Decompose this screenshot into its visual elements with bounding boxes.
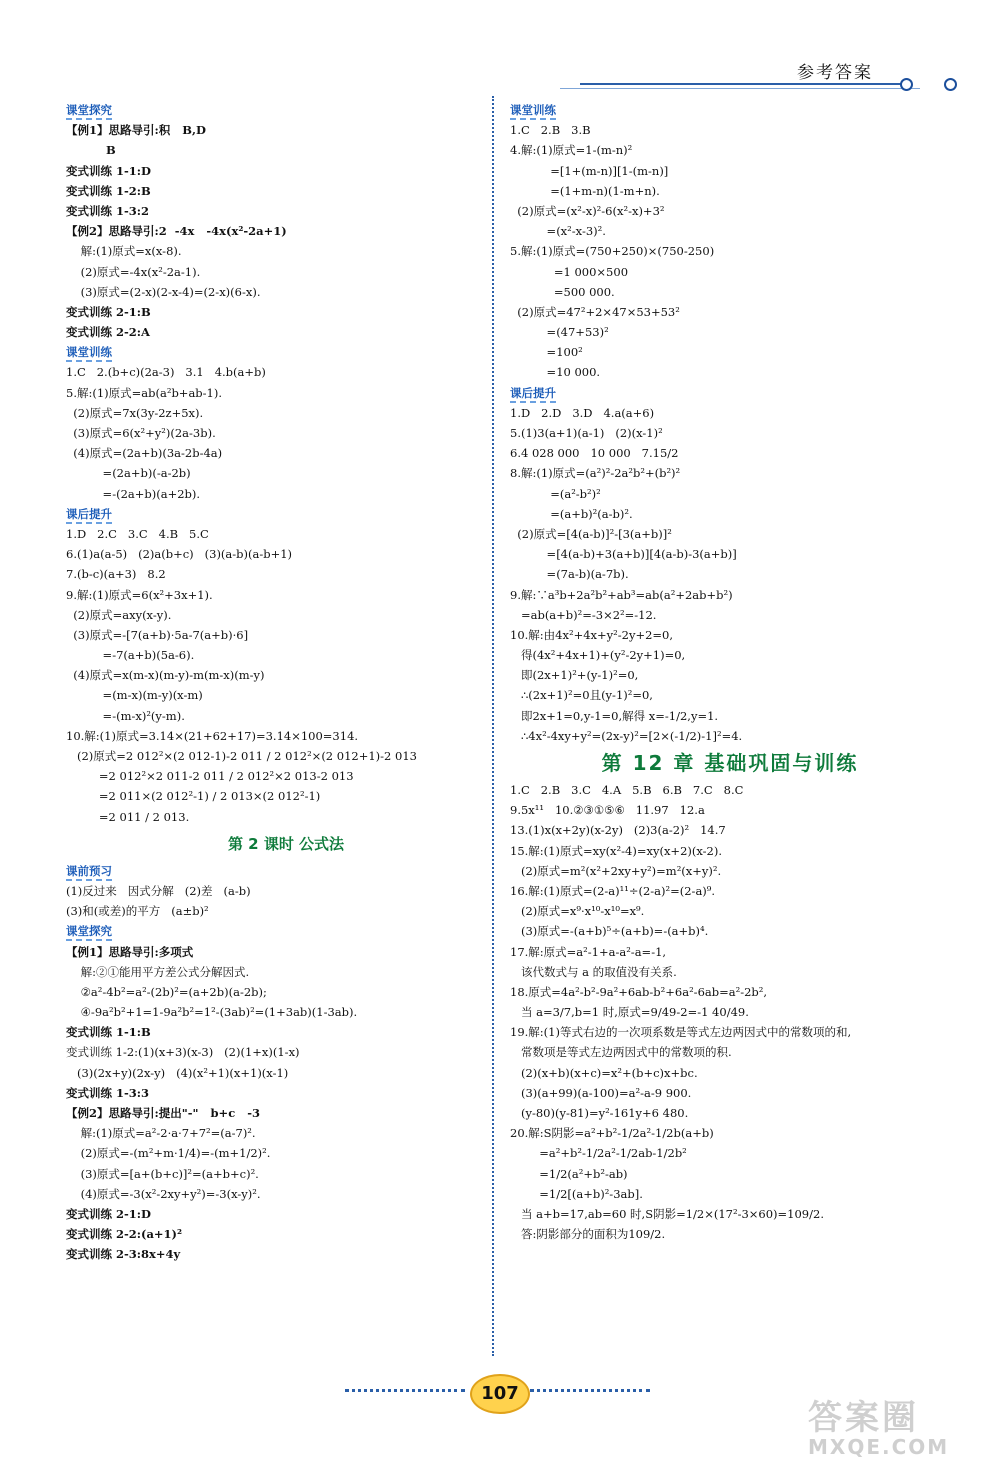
- answer-line: 当 a+b=17,ab=60 时,S阴影=1/2×(17²-3×60)=109/2.: [510, 1206, 824, 1221]
- answer-line: (3)原式=6(x²+y²)(2a-3b).: [66, 426, 216, 440]
- answer-line: =(1+m-n)(1-m+n).: [510, 183, 660, 198]
- answer-line: 5.解:(1)原式=ab(a²b+ab-1).: [66, 385, 223, 400]
- answer-line: 6.(1)a(a-5) (2)a(b+c) (3)(a-b)(a-b+1): [66, 547, 293, 562]
- section-heading: 课后提升: [510, 385, 556, 403]
- answer-line: (2)原式=(x²-x)²-6(x²-x)+3²: [510, 203, 665, 218]
- section-heading-row: [66, 100, 506, 120]
- answer-line: 1.C 2.B 3.B: [510, 123, 591, 138]
- answer-line: 15.解:(1)原式=xy(x²-4)=xy(x+2)(x-2).: [510, 843, 722, 858]
- answer-line: (y-80)(y-81)=y²-161y+6 480.: [510, 1106, 689, 1120]
- section-heading: 课后提升: [66, 506, 112, 524]
- answer-line: 解:(1)原式=a²-2·a·7+7²=(a-7)².: [66, 1126, 256, 1141]
- answer-line: (2)原式=-(m²+m·1/4)=-(m+1/2)².: [66, 1146, 271, 1161]
- answer-line: (3)和(或差)的平方 (a±b)²: [66, 904, 209, 919]
- chapter-title: 第 12 章 基础巩固与训练: [601, 751, 859, 775]
- answer-line: (3)原式=-[7(a+b)·5a-7(a+b)·6]: [66, 627, 249, 642]
- answer-line: 8.解:(1)原式=(a²)²-2a²b²+(b²)²: [510, 466, 681, 481]
- header-title: 参考答案: [797, 63, 873, 83]
- answer-line: (3)原式=[a+(b+c)]²=(a+b+c)².: [66, 1166, 259, 1181]
- header-ornament-icon: [900, 78, 913, 91]
- section-heading-row: [66, 342, 506, 362]
- header-rule-thin: [560, 88, 920, 89]
- answer-line: (2)原式=7x(3y-2z+5x).: [66, 405, 204, 420]
- answer-line: 变式训练 1-3:2: [66, 203, 150, 218]
- answer-line: 16.解:(1)原式=(2-a)¹¹÷(2-a)²=(2-a)⁹.: [510, 883, 716, 898]
- answer-line: (3)(a+99)(a-100)=a²-a-9 900.: [510, 1085, 692, 1100]
- answer-line: 解:(1)原式=x(x-8).: [66, 244, 182, 259]
- answer-line: 变式训练 1-1:B: [66, 1025, 151, 1040]
- watermark-line2: MXQE.COM: [808, 1435, 950, 1459]
- answer-line: 18.原式=4a²-b²-9a²+6ab-b²+6a²-6ab=a²-2b²,: [510, 984, 768, 999]
- answer-line: (1)反过来 因式分解 (2)差 (a-b): [66, 883, 251, 898]
- answer-line: =-7(a+b)(5a-6).: [66, 648, 195, 663]
- answer-line: 得(4x²+4x+1)+(y²-2y+1)=0,: [510, 648, 686, 663]
- answer-line: =-(2a+b)(a+2b).: [66, 486, 201, 501]
- answer-line: =2 011 / 2 013.: [66, 809, 190, 824]
- answer-line: 【例2】思路导引:2 -4x -4x(x²-2a+1): [66, 224, 287, 239]
- answer-line: 【例1】思路导引:多项式: [66, 944, 194, 959]
- section-heading-row: [510, 383, 950, 403]
- answer-line: 当 a=3/7,b=1 时,原式=9/49-2=-1 40/49.: [510, 1005, 749, 1020]
- answer-line: =a²+b²-1/2a²-1/2ab-1/2b²: [510, 1146, 687, 1161]
- answer-line: ④-9a²b²+1=1-9a²b²=1²-(3ab)²=(1+3ab)(1-3ab).: [66, 1005, 358, 1020]
- answer-line: =[4(a-b)+3(a+b)][4(a-b)-3(a+b)]: [510, 547, 737, 562]
- answer-line: 1.D 2.C 3.C 4.B 5.C: [66, 526, 209, 541]
- answer-line: =-(m-x)²(y-m).: [66, 708, 185, 723]
- section-heading-row: [66, 921, 506, 941]
- section-heading-row: [66, 504, 506, 524]
- answer-line: 答:阴影部分的面积为109/2.: [510, 1227, 666, 1242]
- answer-line: (2)原式=axy(x-y).: [66, 607, 172, 622]
- answer-line: 该代数式与 a 的取值没有关系.: [510, 964, 677, 979]
- answer-line: =1/2[(a+b)²-3ab].: [510, 1186, 643, 1201]
- answer-line: ∴(2x+1)²=0且(y-1)²=0,: [510, 688, 653, 703]
- answer-line: 5.(1)3(a+1)(a-1) (2)(x-1)²: [510, 426, 663, 440]
- answer-line: 9.5x¹¹ 10.②③①⑤⑥ 11.97 12.a: [510, 803, 705, 818]
- answer-line: 5.解:(1)原式=(750+250)×(750-250): [510, 244, 715, 259]
- answer-line: (4)原式=x(m-x)(m-y)-m(m-x)(m-y): [66, 668, 265, 683]
- section-heading-row: [510, 100, 950, 120]
- answer-line: 变式训练 2-2:(a+1)²: [66, 1227, 183, 1242]
- answer-line: 【例1】思路导引:积 B,D: [66, 123, 206, 138]
- answer-line: 4.解:(1)原式=1-(m-n)²: [510, 143, 633, 158]
- section-heading-row: [66, 861, 506, 881]
- answer-line: =2 012²×2 011-2 011 / 2 012²×2 013-2 013: [66, 769, 354, 784]
- answer-line: 变式训练 1-1:D: [66, 163, 151, 178]
- answer-line: (2)原式=47²+2×47×53+53²: [510, 304, 680, 319]
- answer-line: 6.4 028 000 10 000 7.15/2: [510, 446, 679, 461]
- answer-line: (2)(x+b)(x+c)=x²+(b+c)x+bc.: [510, 1065, 698, 1080]
- answer-line: =2 011×(2 012²-1) / 2 013×(2 012²-1): [66, 789, 321, 804]
- answer-line: =500 000.: [510, 284, 615, 299]
- answer-line: =[1+(m-n)][1-(m-n)]: [510, 163, 669, 178]
- answer-line: 1.D 2.D 3.D 4.a(a+6): [510, 405, 655, 420]
- page-number: 107: [470, 1374, 530, 1414]
- section-heading: 课堂探究: [66, 102, 112, 120]
- answer-line: 变式训练 2-3:8x+4y: [66, 1247, 181, 1262]
- answer-line: =(a²-b²)²: [510, 486, 601, 501]
- answer-line: B: [66, 143, 116, 158]
- answer-line: (2)原式=x⁹·x¹⁰-x¹⁰=x⁹.: [510, 904, 645, 919]
- header-rule: [580, 83, 910, 85]
- answer-line: =(47+53)²: [510, 325, 609, 340]
- answer-line: (4)原式=(2a+b)(3a-2b-4a): [66, 446, 223, 461]
- answer-line: =(a+b)²(a-b)².: [510, 506, 633, 521]
- section-heading: 课前预习: [66, 863, 112, 881]
- header-ornament-icon: [944, 78, 957, 91]
- answer-line: =ab(a+b)²=-3×2²=-12.: [510, 607, 657, 622]
- answer-line: 10.解:由4x²+4x+y²-2y+2=0,: [510, 627, 674, 642]
- answer-line: 常数项是等式左边两因式中的常数项的积.: [510, 1045, 732, 1060]
- answer-line: (3)原式=(2-x)(2-x-4)=(2-x)(6-x).: [66, 284, 261, 299]
- answer-line: 1.C 2.(b+c)(2a-3) 3.1 4.b(a+b): [66, 365, 266, 380]
- answer-line: (2)原式=2 012²×(2 012-1)-2 011 / 2 012²×(2 012+1)-2 013: [66, 749, 417, 763]
- right-column: [510, 100, 950, 1244]
- answer-line: =(m-x)(m-y)(x-m): [66, 688, 203, 703]
- answer-line: =(7a-b)(a-7b).: [510, 567, 629, 582]
- answer-line: 变式训练 2-1:D: [66, 1206, 151, 1221]
- answer-line: 20.解:S阴影=a²+b²-1/2a²-1/2b(a+b): [510, 1126, 714, 1141]
- left-column: [66, 100, 506, 1265]
- answer-line: 变式训练 1-3:3: [66, 1085, 150, 1100]
- lesson-title: 第 2 课时 公式法: [227, 834, 345, 853]
- answer-line: 变式训练 1-2:(1)(x+3)(x-3) (2)(1+x)(1-x): [66, 1045, 300, 1060]
- page-number-dots-left: [345, 1389, 465, 1392]
- answer-line: ∴4x²-4xy+y²=(2x-y)²=[2×(-1/2)-1]²=4.: [510, 728, 743, 743]
- answer-line: 13.(1)x(x+2y)(x-2y) (2)3(a-2)² 14.7: [510, 823, 726, 838]
- answer-line: 变式训练 2-2:A: [66, 325, 150, 340]
- answer-line: =(x²-x-3)².: [510, 224, 606, 239]
- answer-line: 即2x+1=0,y-1=0,解得 x=-1/2,y=1.: [510, 708, 719, 723]
- answer-line: 9.解:∵a³b+2a²b²+ab³=ab(a²+2ab+b²): [510, 587, 733, 602]
- answer-line: =100²: [510, 345, 583, 360]
- answer-line: (3)原式=-(a+b)⁵÷(a+b)=-(a+b)⁴.: [510, 924, 709, 939]
- page-number-dots-right: [530, 1389, 650, 1392]
- answer-line: 解:②①能用平方差公式分解因式.: [66, 964, 250, 979]
- answer-line: (2)原式=[4(a-b)]²-[3(a+b)]²: [510, 526, 672, 541]
- answer-line: =1/2(a²+b²-ab): [510, 1166, 628, 1181]
- watermark-line1: 答案圈: [808, 1398, 919, 1438]
- answer-line: 即(2x+1)²+(y-1)²=0,: [510, 668, 639, 683]
- answer-line: =10 000.: [510, 365, 601, 380]
- answer-line: 19.解:(1)等式右边的一次项系数是等式左边两因式中的常数项的和,: [510, 1025, 852, 1040]
- answer-line: 17.解:原式=a²-1+a-a²-a=-1,: [510, 944, 667, 959]
- answer-line: 1.C 2.B 3.C 4.A 5.B 6.B 7.C 8.C: [510, 783, 744, 797]
- answer-line: (4)原式=-3(x²-2xy+y²)=-3(x-y)².: [66, 1186, 261, 1201]
- section-heading: 课堂探究: [66, 923, 112, 941]
- answer-line: 7.(b-c)(a+3) 8.2: [66, 567, 166, 582]
- answer-line: 变式训练 1-2:B: [66, 183, 151, 198]
- section-heading: 课堂训练: [66, 344, 112, 362]
- answer-line: (3)(2x+y)(2x-y) (4)(x²+1)(x+1)(x-1): [66, 1065, 289, 1080]
- section-heading: 课堂训练: [510, 102, 556, 120]
- answer-line: ②a²-4b²=a²-(2b)²=(a+2b)(a-2b);: [66, 984, 267, 999]
- answer-line: (2)原式=m²(x²+2xy+y²)=m²(x+y)².: [510, 863, 722, 878]
- answer-line: 10.解:(1)原式=3.14×(21+62+17)=3.14×100=314.: [66, 728, 359, 743]
- answer-line: =(2a+b)(-a-2b): [66, 466, 191, 481]
- answer-line: 【例2】思路导引:提出"-" b+c -3: [66, 1106, 260, 1120]
- answer-line: 变式训练 2-1:B: [66, 304, 151, 319]
- answer-line: =1 000×500: [510, 264, 629, 279]
- answer-line: (2)原式=-4x(x²-2a-1).: [66, 264, 201, 279]
- answer-line: 9.解:(1)原式=6(x²+3x+1).: [66, 587, 213, 602]
- watermark-logo: [808, 1400, 988, 1460]
